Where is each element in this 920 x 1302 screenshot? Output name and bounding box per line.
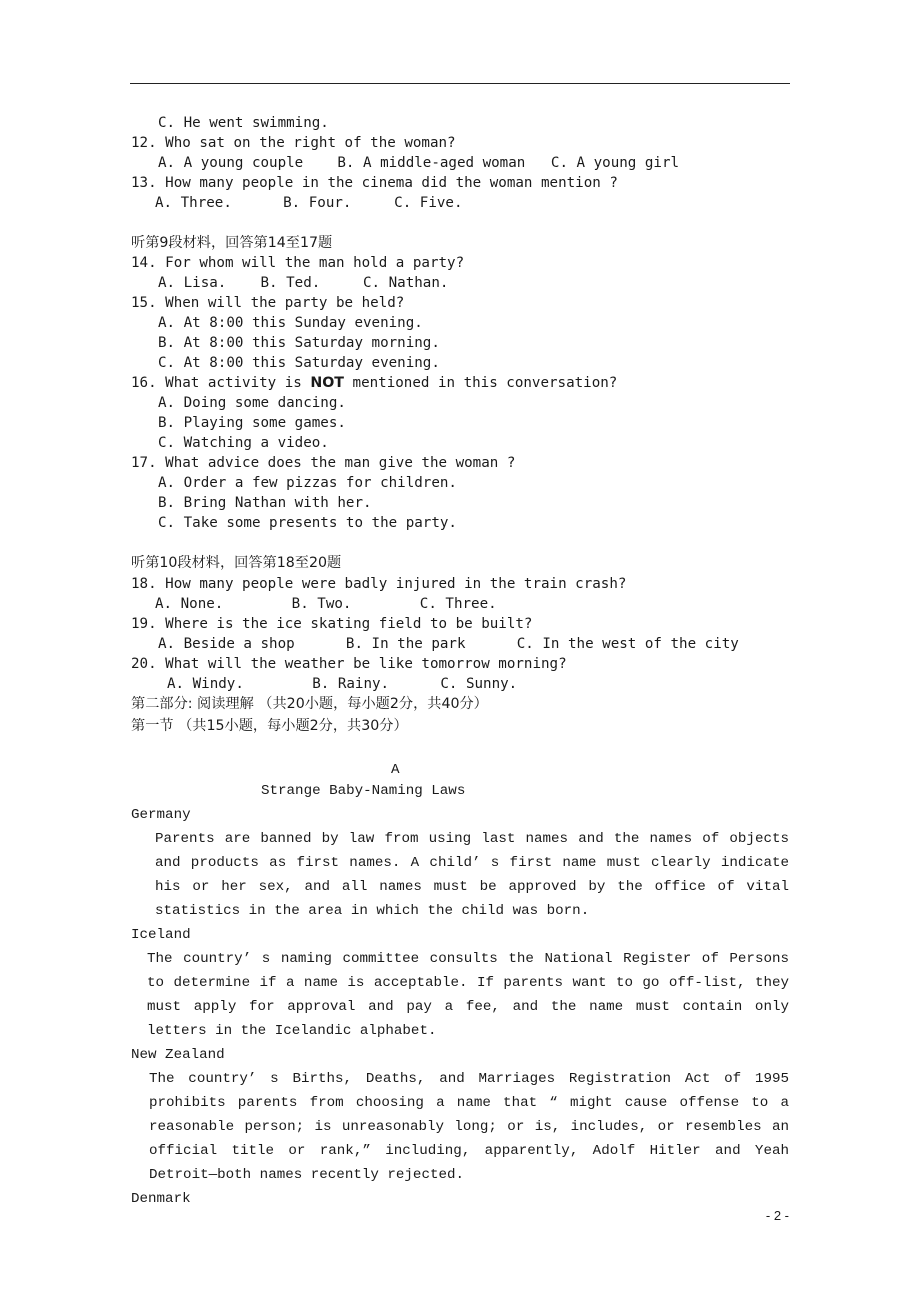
question-15-option-b: B. At 8:00 this Saturday morning. [158,335,440,351]
question-12-options: A. A young couple B. A middle-aged woman C. A young girl [158,155,680,171]
question-14: 14. For whom will the man hold a party? [131,255,465,271]
question-17: 17. What advice does the man give the woman ? [131,455,516,471]
question-19-options: A. Beside a shop B. In the park C. In the west of the city [158,636,739,652]
new-zealand-paragraph: The country’ s Births, Deaths, and Marriages Registration Act of 1995 prohibits parents from choosing a name that “ might cause offense to a reasonable person; is unreasonably long; or is, includes, or resembles an official title or rank,” including, apparently, Adolf Hitler and Yeah Detroit—both names recently rejected. [149,1071,789,1183]
question-16-post: mentioned in this conversation? [344,375,618,391]
question-16 [131,373,617,393]
question-13: 13. How many people in the cinema did the woman mention ? [131,175,618,191]
heading-denmark: Denmark [131,1191,191,1207]
question-16-option-c: C. Watching a video. [158,435,329,451]
question-20: 20. What will the weather be like tomorrow morning? [131,656,567,672]
question-18-options: A. None. B. Two. C. Three. [155,596,497,612]
question-12: 12. Who sat on the right of the woman? [131,135,456,151]
question-15-option-a: A. At 8:00 this Sunday evening. [158,315,423,331]
question-20-options: A. Windy. B. Rainy. C. Sunny. [167,676,518,692]
question-14-options: A. Lisa. B. Ted. C. Nathan. [158,275,449,291]
question-17-option-b: B. Bring Nathan with her. [158,495,372,511]
header-rule [130,83,790,84]
germany-paragraph: Parents are banned by law from using last names and the names of objects and products as first names. A child’ s first name must clearly indicate his or her sex, and all names must be approved by the office of vital statistics in the area in which the child was born. [155,831,789,919]
passage-title: Strange Baby-Naming Laws [261,783,466,799]
question-16-option-b: B. Playing some games. [158,415,346,431]
heading-germany: Germany [131,807,191,823]
question-16-not: NOT [310,375,344,391]
question-19: 19. Where is the ice skating field to be built? [131,616,533,632]
question-15: 15. When will the party be held? [131,295,405,311]
question-15-option-c: C. At 8:00 this Saturday evening. [158,355,440,371]
section-1-heading: 第一节 （共15小题，每小题2分，共30分） [131,718,408,734]
question-17-option-a: A. Order a few pizzas for children. [158,475,457,491]
question-13-options: A. Three. B. Four. C. Five. [155,195,463,211]
heading-iceland: Iceland [131,927,191,943]
passage-letter: A [391,762,400,778]
q11-option-c: C. He went swimming. [158,115,329,131]
question-17-option-c: C. Take some presents to the party. [158,515,457,531]
question-16-pre: 16. What activity is [131,375,311,391]
section-10-heading: 听第10段材料，回答第18至20题 [131,555,342,571]
question-18: 18. How many people were badly injured in the train crash? [131,576,627,592]
passage-body [131,803,789,1211]
heading-new-zealand: New Zealand [131,1047,225,1063]
iceland-paragraph: The country’ s naming committee consults the National Register of Persons to determine if a name is acceptable. If parents want to go off-list, they must apply for approval and pay a fee, and the name must contain only letters in the Icelandic alphabet. [147,951,789,1039]
question-16-option-a: A. Doing some dancing. [158,395,346,411]
section-9-heading: 听第9段材料，回答第14至17题 [131,235,333,251]
part-2-heading: 第二部分: 阅读理解 （共20小题，每小题2分，共40分） [131,696,488,712]
page-number: - 2 - [765,1208,789,1223]
